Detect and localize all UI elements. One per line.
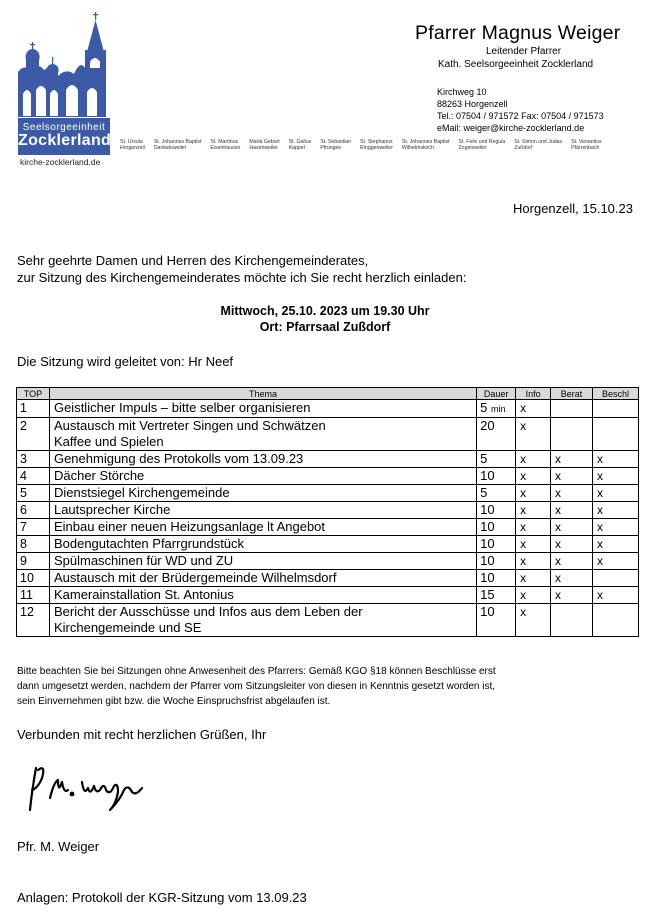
- parish-place: Ringgenweiler: [360, 145, 393, 152]
- agenda-berat: [551, 418, 593, 451]
- signer-name: Pfr. M. Weiger: [17, 839, 100, 854]
- logo-url[interactable]: kirche-zocklerland.de: [20, 157, 101, 167]
- agenda-theme-line: Austausch mit Vertreter Singen und Schwätzen: [53, 418, 326, 433]
- header-berat: Berat: [551, 388, 593, 400]
- parish-item: [402, 139, 450, 151]
- agenda-duration: [477, 519, 516, 536]
- agenda-theme: [49, 553, 476, 570]
- duration-value: 15: [480, 587, 495, 602]
- agenda-beschl: [593, 400, 639, 418]
- parish-church: St. Gallus: [288, 139, 312, 145]
- parish-item: [571, 139, 602, 151]
- agenda-theme: [49, 519, 476, 536]
- agenda-theme-line: Bodengutachten Pfarrgrundstück: [53, 536, 245, 551]
- parish-church: St. Ursula: [120, 139, 143, 145]
- parish-place: Eisenhausen: [210, 145, 241, 152]
- agenda-beschl: x: [593, 468, 639, 485]
- parish-place: Zogenweiler: [458, 145, 487, 152]
- duration-value: 10: [480, 536, 495, 551]
- agenda-theme-line: Dächer Störche: [53, 468, 145, 483]
- agenda-beschl: x: [593, 451, 639, 468]
- agenda-row: [17, 485, 639, 502]
- agenda-berat: x: [551, 587, 593, 604]
- address-block: [437, 86, 604, 134]
- agenda-beschl: x: [593, 536, 639, 553]
- agenda-row: [17, 604, 639, 637]
- agenda-theme: [49, 451, 476, 468]
- duration-value: 10: [480, 553, 495, 568]
- parish-church: St. Sebastian: [320, 139, 352, 145]
- agenda-top: 4: [17, 468, 50, 485]
- agenda-info: x: [516, 502, 551, 519]
- agenda-top: 6: [17, 502, 50, 519]
- agenda-beschl: [593, 604, 639, 637]
- duration-value: 10: [480, 468, 495, 483]
- note-line2: dann umgesetzt werden, nachdem der Pfarrer vom Sitzungsleiter von diesen in Kenntnis gesetzt worden ist,: [17, 681, 496, 692]
- salutation-line2: zur Sitzung des Kirchengemeinderates möchte ich Sie recht herzlich einladen:: [17, 270, 467, 285]
- agenda-berat: x: [551, 536, 593, 553]
- agenda-duration: [477, 468, 516, 485]
- parish-place: Pfärrenbach: [571, 145, 600, 152]
- agenda-beschl: x: [593, 553, 639, 570]
- agenda-beschl: [593, 570, 639, 587]
- duration-value: 5: [480, 485, 488, 500]
- agenda-info: x: [516, 418, 551, 451]
- agenda-top: 2: [17, 418, 50, 451]
- agenda-theme-line: Bericht der Ausschüsse und Infos aus dem Leben der: [53, 604, 363, 619]
- signature: [24, 760, 160, 820]
- parish-item: [210, 139, 240, 151]
- agenda-theme-line: Spülmaschinen für WD und ZU: [53, 553, 234, 568]
- agenda-row: [17, 553, 639, 570]
- parish-church: St. Stephanus: [360, 139, 393, 145]
- agenda-row: [17, 468, 639, 485]
- parish-church: St. Venantius: [571, 139, 602, 145]
- meeting-where: Ort: Pfarrsaal Zußdorf: [259, 320, 391, 334]
- agenda-duration: [477, 502, 516, 519]
- pastor-role: Leitender Pfarrer: [486, 46, 562, 57]
- place-date: Horgenzell, 15.10.23: [513, 201, 633, 216]
- salutation-line1: Sehr geehrte Damen und Herren des Kirchengemeinderates,: [17, 253, 369, 268]
- parish-place: Pfrungen: [320, 145, 342, 152]
- agenda-header-row: [17, 388, 639, 400]
- attachments: Anlagen: Protokoll der KGR-Sitzung vom 13.09.23: [17, 890, 307, 905]
- agenda-info: x: [516, 485, 551, 502]
- agenda-theme: [49, 587, 476, 604]
- parish-item: [459, 139, 506, 151]
- parish-church: St. Johannes Baptist: [153, 139, 202, 145]
- agenda-theme-line: Genehmigung des Protokolls vom 13.09.23: [53, 451, 304, 466]
- agenda-theme-line: Dienstsiegel Kirchengemeinde: [53, 485, 230, 500]
- duration-value: 5: [480, 451, 488, 466]
- parish-item: [120, 139, 145, 151]
- agenda-top: 3: [17, 451, 50, 468]
- agenda-info: x: [516, 519, 551, 536]
- parish-place: Wilhelmskirch: [401, 145, 434, 152]
- agenda-top: 12: [17, 604, 50, 637]
- agenda-row: [17, 519, 639, 536]
- logo-badge: [18, 118, 110, 155]
- agenda-berat: x: [551, 502, 593, 519]
- parish-church: St. Martinus: [210, 139, 239, 145]
- agenda-berat: x: [551, 485, 593, 502]
- agenda-top: 1: [17, 400, 50, 418]
- agenda-theme: [49, 536, 476, 553]
- agenda-beschl: x: [593, 587, 639, 604]
- agenda-beschl: x: [593, 485, 639, 502]
- agenda-theme: [49, 400, 476, 418]
- agenda-berat: [551, 604, 593, 637]
- parish-church: St. Simon und Judas: [514, 139, 563, 145]
- agenda-info: x: [516, 468, 551, 485]
- agenda-row: [17, 536, 639, 553]
- note-line3: sein Einvernehmen gibt bzw. die Woche Einspruchsfrist abgelaufen ist.: [17, 696, 331, 707]
- agenda-info: x: [516, 400, 551, 418]
- agenda-berat: x: [551, 468, 593, 485]
- meeting-when: Mittwoch, 25.10. 2023 um 19.30 Uhr: [220, 304, 430, 318]
- duration-value: 10: [480, 502, 495, 517]
- address-street: Kirchweg 10: [437, 87, 487, 97]
- duration-value: 5: [480, 400, 488, 415]
- pastor-name: Pfarrer Magnus Weiger: [415, 22, 621, 44]
- agenda-berat: x: [551, 553, 593, 570]
- agenda-beschl: [593, 418, 639, 451]
- legal-note: [17, 664, 637, 709]
- agenda-row: [17, 400, 639, 418]
- agenda-theme: [49, 418, 476, 451]
- agenda-duration: [477, 536, 516, 553]
- agenda-info: x: [516, 604, 551, 637]
- parish-church: St. Johannes Baptist: [401, 139, 450, 145]
- meeting-lead: Die Sitzung wird geleitet von: Hr Neef: [17, 354, 234, 369]
- agenda-theme-line: Einbau einer neuen Heizungsanlage lt Angebot: [53, 519, 326, 534]
- header-top: TOP: [17, 388, 50, 400]
- agenda-info: x: [516, 451, 551, 468]
- header-dauer: Dauer: [477, 388, 516, 400]
- unit-name: Kath. Seelsorgeeinheit Zocklerland: [438, 59, 594, 70]
- parish-item: [154, 139, 202, 151]
- parish-item: [289, 139, 312, 151]
- header-beschl: Beschl: [593, 388, 639, 400]
- agenda-info: x: [516, 553, 551, 570]
- agenda-duration: [477, 604, 516, 637]
- parish-place: Horgenzell: [120, 145, 145, 152]
- agenda-top: 9: [17, 553, 50, 570]
- parish-item: [514, 139, 562, 151]
- agenda-theme-line: Geistlicher Impuls – bitte selber organisieren: [53, 400, 311, 415]
- duration-value: 20: [480, 418, 495, 433]
- parish-place: Hasenweiler: [249, 145, 278, 152]
- agenda-top: 5: [17, 485, 50, 502]
- address-email[interactable]: eMail: weiger@kirche-zocklerland.de: [437, 123, 585, 133]
- agenda-beschl: x: [593, 502, 639, 519]
- parish-place: Zußdorf: [514, 145, 533, 152]
- agenda-theme: [49, 604, 476, 637]
- agenda-duration: [477, 451, 516, 468]
- agenda-berat: x: [551, 519, 593, 536]
- note-line1: Bitte beachten Sie bei Sitzungen ohne Anwesenheit des Pfarrers: Gemäß KGO §18 können Beschlüsse erst: [17, 666, 496, 677]
- agenda-table: [16, 387, 639, 637]
- agenda-duration: [477, 400, 516, 418]
- agenda-top: 7: [17, 519, 50, 536]
- duration-value: 10: [480, 519, 495, 534]
- agenda-duration: [477, 418, 516, 451]
- parish-item: [249, 139, 279, 151]
- agenda-duration: [477, 553, 516, 570]
- agenda-row: [17, 570, 639, 587]
- agenda-top: 11: [17, 587, 50, 604]
- agenda-row: [17, 451, 639, 468]
- parish-list: [120, 139, 640, 151]
- parish-place: Danketsweiler: [153, 145, 187, 152]
- agenda-theme-line: Kaffee und Spielen: [53, 434, 164, 449]
- parish-item: [360, 139, 393, 151]
- header-info: Info: [516, 388, 551, 400]
- agenda-theme-line: Kirchengemeinde und SE: [53, 620, 202, 635]
- duration-unit: min: [490, 404, 506, 414]
- agenda-theme-line: Austausch mit der Brüdergemeinde Wilhelmsdorf: [53, 570, 337, 585]
- duration-value: 10: [480, 570, 495, 585]
- agenda-info: x: [516, 587, 551, 604]
- agenda-duration: [477, 570, 516, 587]
- agenda-row: [17, 587, 639, 604]
- parish-church: Mariä Geburt: [249, 139, 280, 145]
- agenda-berat: x: [551, 570, 593, 587]
- logo-line1: Seelsorgeeinheit: [22, 122, 106, 133]
- logo-line2: Zocklerland: [18, 132, 112, 149]
- agenda-info: x: [516, 570, 551, 587]
- agenda-duration: [477, 485, 516, 502]
- agenda-info: x: [516, 536, 551, 553]
- salutation: [17, 252, 466, 286]
- parish-place: Kappel: [288, 145, 305, 152]
- agenda-row: [17, 502, 639, 519]
- agenda-berat: x: [551, 451, 593, 468]
- agenda-top: 8: [17, 536, 50, 553]
- address-city: 88263 Horgenzell: [437, 99, 508, 109]
- closing-greeting: Verbunden mit recht herzlichen Grüßen, Ihr: [17, 727, 267, 742]
- address-phone: Tel.: 07504 / 971572 Fax: 07504 / 971573: [437, 111, 604, 121]
- agenda-theme: [49, 502, 476, 519]
- agenda-berat: [551, 400, 593, 418]
- parish-item: [320, 139, 351, 151]
- agenda-theme: [49, 468, 476, 485]
- agenda-beschl: x: [593, 519, 639, 536]
- agenda-row: [17, 418, 639, 451]
- agenda-theme-line: Kamerainstallation St. Antonius: [53, 587, 234, 602]
- meeting-info: [0, 303, 650, 335]
- agenda-top: 10: [17, 570, 50, 587]
- agenda-theme: [49, 570, 476, 587]
- agenda-theme: [49, 485, 476, 502]
- agenda-duration: [477, 587, 516, 604]
- header-thema: Thema: [49, 388, 476, 400]
- agenda-theme-line: Lautsprecher Kirche: [53, 502, 171, 517]
- parish-church: St. Felix und Regula: [458, 139, 506, 145]
- duration-value: 10: [480, 604, 495, 619]
